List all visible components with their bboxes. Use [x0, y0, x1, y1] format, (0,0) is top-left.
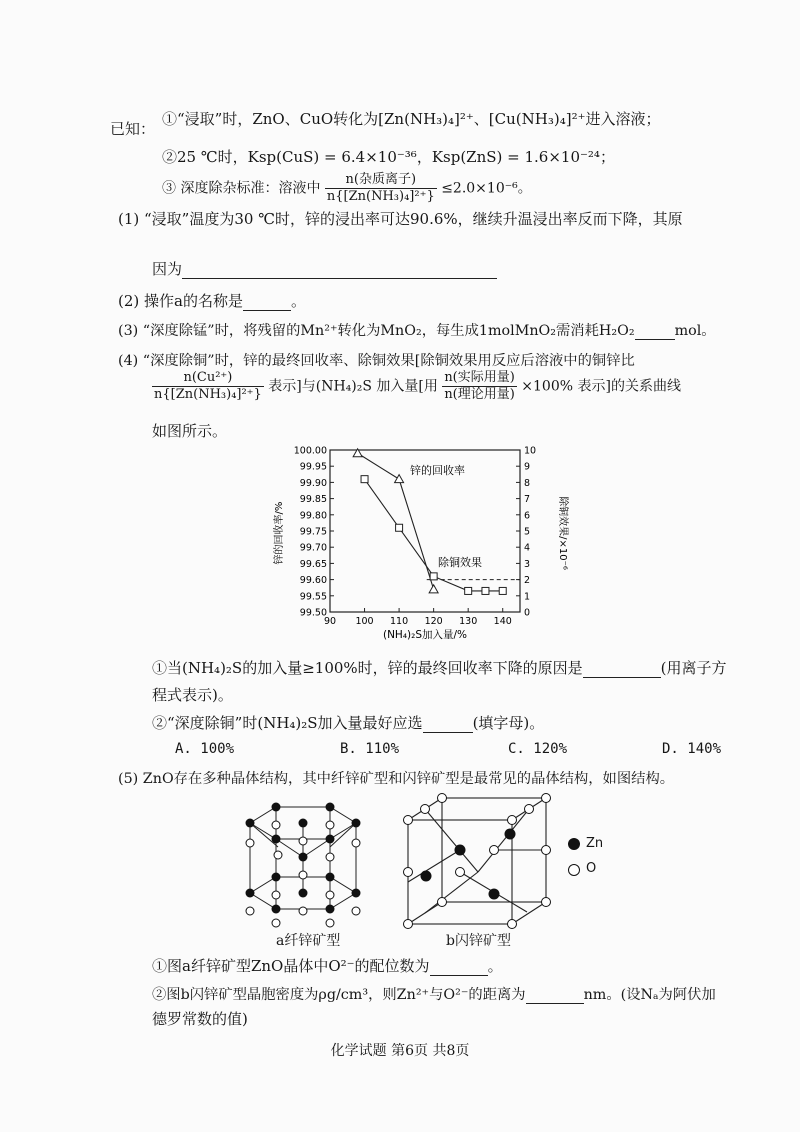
q4-mid: 表示]与(NH₄)₂S 加入量[用 [268, 378, 438, 395]
right-axis-label: 除铜效果/×10⁻⁶ [557, 496, 568, 570]
right-tick-label: 2 [524, 575, 531, 587]
caption-b: b闪锌矿型 [446, 933, 511, 949]
known-item-3-prefix: ③ 深度除杂标准：溶液中 [162, 180, 321, 197]
right-tick-label: 10 [524, 445, 537, 457]
zinc-blende-structure-diagram [398, 792, 558, 932]
q4-sub2-blank[interactable] [423, 714, 473, 733]
square-point [499, 587, 506, 594]
recovery-chart [270, 438, 590, 643]
right-tick-label: 0 [524, 607, 531, 619]
option-a[interactable]: A. 100% [175, 741, 235, 757]
left-tick-label: 100.00 [293, 445, 327, 457]
q1-line2 [152, 258, 497, 279]
caption-a: a纤锌矿型 [276, 933, 341, 949]
right-axis [516, 446, 536, 619]
square-point [465, 587, 472, 594]
dosage-fraction-den: n(理论用量) [444, 387, 515, 402]
q4-sub1-before: ①当(NH₄)₂S的加入量≥100%时，锌的最终回收率下降的原因是 [152, 659, 583, 677]
q4-sub1-after: (用离子方 [660, 659, 727, 677]
right-tick-label: 5 [524, 526, 531, 538]
q5-text: (5) ZnO存在多种晶体结构，其中纤锌矿型和闪锌矿型是最常见的晶体结构，如图结构。 [118, 771, 675, 787]
q5-sub1-before: ①图a纤锌矿型ZnO晶体中O²⁻的配位数为 [152, 957, 430, 975]
x-tick-label: 130 [459, 616, 478, 627]
left-axis-label: 锌的回收率/% [274, 501, 285, 565]
x-tick-label: 110 [390, 616, 409, 627]
q4-sub2-after: (填字母)。 [472, 714, 545, 732]
right-tick-label: 6 [524, 510, 531, 522]
option-d[interactable]: D. 140% [662, 741, 722, 757]
legend-markers [566, 836, 586, 882]
left-tick-label: 99.60 [299, 575, 327, 587]
q5-sub2-blank[interactable] [526, 987, 584, 1004]
right-tick-label: 8 [524, 477, 531, 489]
q1-answer-blank[interactable] [182, 260, 497, 279]
q2-answer-blank[interactable] [243, 292, 291, 311]
right-tick-label: 1 [524, 591, 531, 603]
q4-sub2 [152, 712, 544, 733]
q5-sub2-before: ②图b闪锌矿型晶胞密度为ρg/cm³，则Zn²⁺与O²⁻的距离为 [152, 987, 526, 1003]
left-tick-label: 99.50 [299, 607, 327, 619]
q3-before: (3) “深度除锰”时，将残留的Mn²⁺转化为MnO₂，每生成1molMnO₂需消耗H₂O₂ [118, 323, 635, 339]
q4-line1: (4) “深度除铜”时，锌的最终回收率、除铜效果[除铜效果用反应后溶液中的铜锌比 [118, 353, 635, 369]
x-tick-label: 120 [424, 616, 443, 627]
square-point [482, 587, 489, 594]
known-item-2: ②25 ℃时，Ksp(CuS) = 6.4×10⁻³⁶，Ksp(ZnS) = 1.6×10⁻²⁴； [162, 148, 615, 166]
q5-sub2-line2: 德罗常数的值) [152, 1010, 248, 1028]
known-item-3-suffix: ≤2.0×10⁻⁶。 [441, 180, 532, 197]
q3-answer-blank[interactable] [635, 323, 675, 340]
known-item-1: ①“浸取”时，ZnO、CuO转化为[Zn(NH₃)₄]²⁺、[Cu(NH₃)₄]²⁺进入溶液； [162, 110, 661, 128]
q3-text [118, 320, 716, 340]
left-tick-label: 99.55 [299, 591, 327, 603]
x-tick-label: 90 [323, 616, 337, 627]
left-tick-label: 99.80 [299, 510, 327, 522]
q4-line3: 如图所示。 [152, 422, 228, 440]
q4-line2 [152, 370, 681, 403]
q5-sub2-after: nm。(设Nₐ为阿伏加 [583, 987, 716, 1003]
q2-after: 。 [290, 292, 306, 310]
left-tick-label: 99.75 [299, 526, 327, 538]
annotation-cu-removal: 除铜效果 [438, 556, 482, 569]
legend-zn-label: Zn [586, 836, 604, 851]
left-tick-label: 99.95 [299, 461, 327, 473]
known-item-3 [162, 172, 532, 205]
purity-fraction [325, 172, 437, 205]
x-tick-label: 100 [355, 616, 374, 627]
page-footer: 化学试题 第6页 共8页 [330, 1043, 470, 1059]
triangle-point [429, 585, 438, 593]
q4-sub1 [152, 657, 727, 678]
option-c[interactable]: C. 120% [508, 741, 568, 757]
wurtzite-structure-diagram [238, 795, 373, 930]
q4-sub1-blank[interactable] [583, 659, 661, 678]
left-tick-label: 99.90 [299, 477, 327, 489]
q5-sub2 [152, 984, 716, 1004]
left-tick-label: 99.70 [299, 542, 327, 554]
right-tick-label: 4 [524, 542, 531, 554]
known-label: 已知： [110, 120, 156, 138]
x-axis [324, 608, 512, 627]
q4-sub2-before: ②“深度除铜”时(NH₄)₂S加入量最好应选 [152, 714, 423, 732]
right-tick-label: 7 [524, 494, 531, 506]
square-point [430, 573, 437, 580]
cu-zn-ratio-num: n(Cu²⁺) [152, 370, 264, 387]
q5-sub1-after: 。 [487, 957, 503, 975]
q1-because-label: 因为 [152, 260, 183, 278]
cu-zn-ratio-fraction [152, 370, 264, 403]
cu-zn-ratio-den: n{[Zn(NH₃)₄]²⁺} [154, 387, 262, 402]
purity-fraction-den: n{[Zn(NH₃)₄]²⁺} [326, 189, 435, 204]
o-legend-icon [569, 865, 580, 876]
x-tick-label: 140 [493, 616, 512, 627]
q2-before: (2) 操作a的名称是 [118, 292, 243, 310]
q2-text [118, 290, 306, 311]
zn-legend-icon [568, 838, 580, 850]
left-axis [294, 446, 334, 619]
square-point [396, 524, 403, 531]
left-tick-label: 99.65 [299, 558, 327, 570]
x-axis-label: (NH₄)₂S加入量/% [382, 629, 468, 641]
legend-o-label: O [586, 861, 597, 876]
q5-sub1-blank[interactable] [430, 957, 488, 976]
right-tick-label: 9 [524, 461, 531, 473]
q1-text: (1) “浸取”温度为30 ℃时，锌的浸出率可达90.6%，继续升温浸出率反而下降，其原 [118, 210, 683, 228]
q4-sub1-line2: 程式表示)。 [152, 686, 233, 704]
triangle-point [395, 475, 404, 483]
q4-tail: ×100% 表示]的关系曲线 [521, 378, 681, 395]
dosage-fraction-num: n(实际用量) [444, 370, 515, 385]
square-point [361, 476, 368, 483]
right-tick-label: 3 [524, 558, 531, 570]
left-tick-label: 99.85 [299, 494, 327, 506]
annotation-zn-recovery: 锌的回收率 [410, 464, 465, 477]
purity-fraction-num: n(杂质离子) [325, 172, 437, 189]
q5-sub1 [152, 955, 503, 976]
dosage-fraction [442, 370, 517, 403]
q3-after: mol。 [674, 323, 716, 339]
option-b[interactable]: B. 110% [340, 741, 400, 757]
